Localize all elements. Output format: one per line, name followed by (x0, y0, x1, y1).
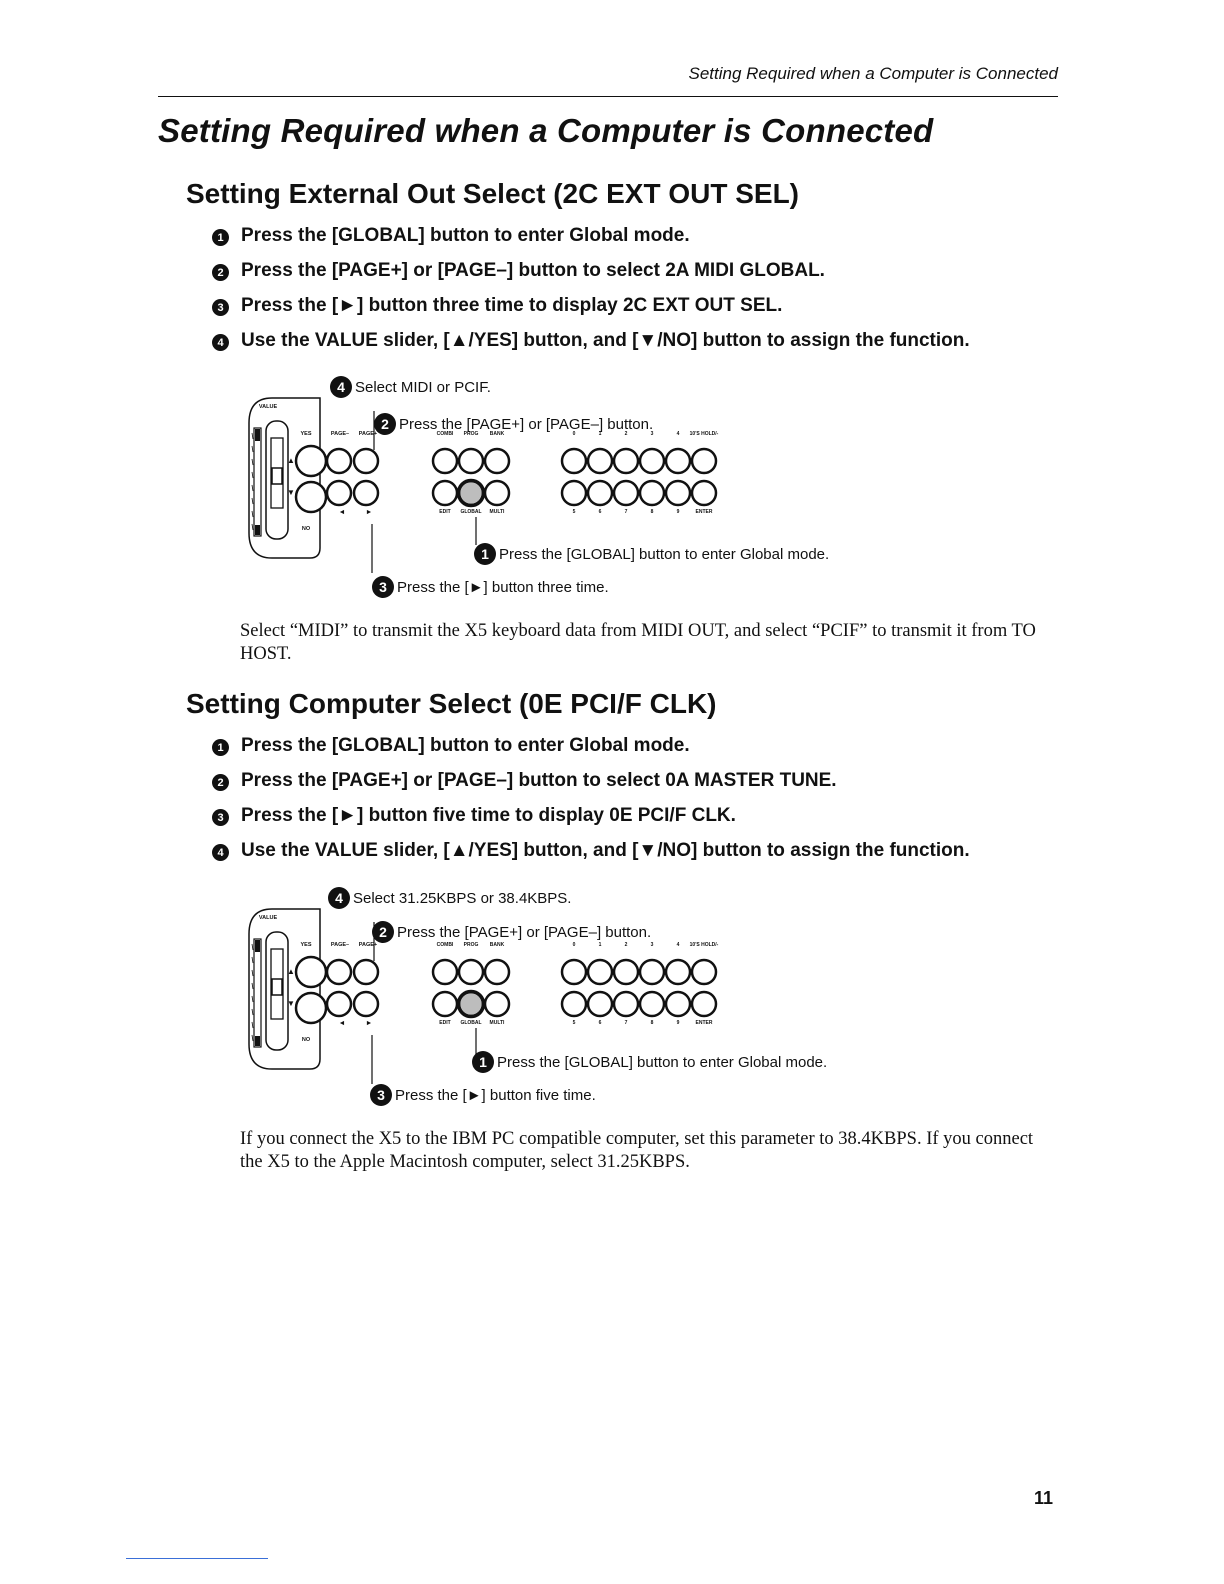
number-label: 1 (598, 431, 602, 437)
number-button-top (562, 960, 586, 984)
mode-button-bottom (433, 992, 457, 1016)
number-button-bottom (614, 992, 638, 1016)
slider-tick (252, 1022, 253, 1028)
header-rule (158, 96, 1058, 97)
down-arrow-icon: ▼ (287, 488, 295, 497)
mode-label: EDIT (439, 509, 451, 515)
callout-text: Press the [►] button five time. (395, 1086, 596, 1104)
running-header: Setting Required when a Computer is Connected (688, 64, 1058, 83)
number-button-top (562, 449, 586, 473)
left-arrow-icon: ◄ (338, 509, 346, 516)
step-text: Press the [►] button three time to display 2C EXT OUT SEL. (241, 295, 783, 316)
step-text: Use the VALUE slider, [▲/YES] button, and [▼/NO] button to assign the function. (241, 330, 970, 351)
value-label: VALUE (258, 404, 278, 410)
number-label: 10'S HOLD/- (689, 942, 719, 948)
number-button-top (692, 960, 716, 984)
slider-tick (252, 485, 253, 491)
no-button (296, 993, 326, 1023)
step-text: Press the [PAGE+] or [PAGE–] button to select 0A MASTER TUNE. (241, 770, 837, 791)
callout-number-icon: 4 (328, 887, 350, 909)
number-button-top (588, 449, 612, 473)
slider-tick (252, 511, 253, 517)
number-button-bottom (562, 992, 586, 1016)
down-arrow-icon: ▼ (287, 999, 295, 1008)
body-paragraph: If you connect the X5 to the IBM PC compatible computer, set this parameter to 38.4KBPS. If you connect the X5 to the Apple Macintosh computer, select 31.25KBPS. (240, 1129, 1034, 1172)
number-button-bottom (666, 481, 690, 505)
right-arrow-icon: ► (365, 509, 373, 516)
step-item (212, 735, 970, 770)
step-number-icon: 3 (212, 809, 229, 826)
slider-end-top (255, 940, 260, 952)
step-number-icon: 4 (212, 334, 229, 351)
number-label: 4 (676, 431, 680, 437)
number-label: 7 (624, 509, 628, 515)
number-label: 10'S HOLD/- (689, 431, 719, 437)
callout-text: Select 31.25KBPS or 38.4KBPS. (353, 889, 572, 907)
no-label: NO (301, 526, 311, 532)
step-item (212, 295, 970, 330)
callout-number-icon: 3 (372, 576, 394, 598)
slider-tick (252, 446, 253, 452)
slider-end-bottom (255, 525, 260, 535)
no-button (296, 482, 326, 512)
number-button-bottom (588, 481, 612, 505)
number-button-top (614, 449, 638, 473)
number-button-top (666, 960, 690, 984)
number-label: 5 (572, 509, 576, 515)
number-button-top (666, 449, 690, 473)
slider-tick (252, 957, 253, 963)
mode-button-top (459, 449, 483, 473)
mode-button-top (459, 960, 483, 984)
yes-button (296, 957, 326, 987)
number-label: ENTER (695, 509, 713, 515)
number-label: 6 (598, 1020, 602, 1026)
callout-text: Select MIDI or PCIF. (355, 378, 491, 396)
number-button-top (640, 960, 664, 984)
step-item (212, 805, 970, 840)
number-button-top (692, 449, 716, 473)
step-list (212, 225, 970, 365)
number-button-bottom (588, 992, 612, 1016)
callout-page-buttons (372, 921, 651, 943)
mode-button-top (433, 449, 457, 473)
callout-text: Press the [PAGE+] or [PAGE–] button. (397, 923, 652, 941)
value-label: VALUE (258, 915, 278, 921)
page-number: 11 (1034, 1488, 1054, 1508)
number-button-top (588, 960, 612, 984)
mode-label: BANK (489, 431, 505, 437)
mode-button-bottom (485, 992, 509, 1016)
mode-label: MULTI (489, 1020, 505, 1026)
slider-tick (252, 433, 253, 439)
number-label: 2 (624, 431, 628, 437)
step-text: Press the [►] button five time to display 0E PCI/F CLK. (241, 805, 736, 826)
callout-right-button (370, 1084, 596, 1106)
left-button (327, 992, 351, 1016)
right-button (354, 992, 378, 1016)
number-button-bottom (692, 481, 716, 505)
section-computer-select (186, 688, 1066, 1158)
step-item (212, 260, 970, 295)
number-button-bottom (666, 992, 690, 1016)
number-label: 9 (676, 1020, 680, 1026)
up-arrow-icon: ▲ (287, 456, 295, 465)
yes-label: YES (300, 431, 312, 437)
section-heading: Setting Computer Select (0E PCI/F CLK) (186, 688, 717, 719)
number-label: 6 (598, 509, 602, 515)
number-label: 2 (624, 942, 628, 948)
callout-text: Press the [PAGE+] or [PAGE–] button. (399, 415, 654, 433)
left-arrow-icon: ◄ (338, 1020, 346, 1027)
no-label: NO (301, 1037, 311, 1043)
yes-label: YES (300, 942, 312, 948)
slider-knob (272, 468, 282, 484)
slider-tick (252, 524, 253, 530)
number-label: 0 (572, 942, 576, 948)
page-minus-button (327, 449, 351, 473)
mode-button-top (485, 960, 509, 984)
number-label: 3 (650, 942, 654, 948)
up-arrow-icon: ▲ (287, 967, 295, 976)
mode-label: GLOBAL (460, 509, 482, 515)
step-number-icon: 1 (212, 229, 229, 246)
slider-tick (252, 996, 253, 1002)
mode-label: EDIT (439, 1020, 451, 1026)
callout-global-button (472, 1051, 827, 1073)
step-item (212, 225, 970, 260)
step-text: Use the VALUE slider, [▲/YES] button, and [▼/NO] button to assign the function. (241, 840, 970, 861)
number-label: 7 (624, 1020, 628, 1026)
step-number-icon: 2 (212, 264, 229, 281)
number-label: 8 (650, 509, 654, 515)
number-button-top (614, 960, 638, 984)
page-minus-label: PAGE– (330, 942, 350, 948)
step-number-icon: 1 (212, 739, 229, 756)
number-label: 4 (676, 942, 680, 948)
body-paragraph: Select “MIDI” to transmit the X5 keyboard data from MIDI OUT, and select “PCIF” to transmit it from TO HOST. (240, 621, 1036, 664)
slider-tick (252, 1035, 253, 1041)
slider-tick (252, 983, 253, 989)
slider-tick (252, 1009, 253, 1015)
slider-tick (252, 472, 253, 478)
callout-number-icon: 1 (472, 1051, 494, 1073)
mode-button-top (433, 960, 457, 984)
callout-number-icon: 4 (330, 376, 352, 398)
mode-label: GLOBAL (460, 1020, 482, 1026)
number-label: 3 (650, 431, 654, 437)
number-label: 5 (572, 1020, 576, 1026)
control-panel-diagram (244, 373, 924, 608)
callout-select (328, 887, 571, 909)
page-plus-label: PAGE+ (358, 431, 378, 437)
step-list (212, 735, 970, 875)
page-plus-label: PAGE+ (358, 942, 378, 948)
step-text: Press the [GLOBAL] button to enter Global mode. (241, 735, 690, 756)
page-minus-button (327, 960, 351, 984)
step-item (212, 770, 970, 805)
right-arrow-icon: ► (365, 1020, 373, 1027)
callout-text: Press the [►] button three time. (397, 578, 609, 596)
step-number-icon: 3 (212, 299, 229, 316)
number-label: 0 (572, 431, 576, 437)
callout-text: Press the [GLOBAL] button to enter Global mode. (497, 1053, 828, 1071)
callout-number-icon: 1 (474, 543, 496, 565)
number-button-bottom (692, 992, 716, 1016)
control-panel-illustration (244, 373, 924, 608)
footer-rule (126, 1558, 268, 1559)
step-text: Press the [PAGE+] or [PAGE–] button to select 2A MIDI GLOBAL. (241, 260, 825, 281)
callout-text: Press the [GLOBAL] button to enter Global mode. (499, 545, 830, 563)
number-label: 9 (676, 509, 680, 515)
number-label: ENTER (695, 1020, 713, 1026)
callout-right-button (372, 576, 609, 598)
slider-knob (272, 979, 282, 995)
slider-end-top (255, 429, 260, 441)
callout-page-buttons (374, 413, 653, 435)
mode-label: BANK (489, 942, 505, 948)
page-minus-label: PAGE– (330, 431, 350, 437)
number-label: 8 (650, 1020, 654, 1026)
mode-label: PROG (463, 431, 479, 437)
page-title: Setting Required when a Computer is Connected (158, 112, 934, 149)
mode-button-top (485, 449, 509, 473)
mode-button-bottom (433, 481, 457, 505)
slider-tick (252, 498, 253, 504)
mode-button-bottom (485, 481, 509, 505)
step-item (212, 330, 970, 365)
slider-tick (252, 944, 253, 950)
mode-label: COMBI (436, 431, 454, 437)
left-button (327, 481, 351, 505)
section-heading: Setting External Out Select (2C EXT OUT SEL) (186, 178, 799, 209)
callout-select (330, 376, 491, 398)
page-plus-button (354, 960, 378, 984)
callout-global-button (474, 543, 829, 565)
slider-track-outer (254, 428, 261, 536)
step-text: Press the [GLOBAL] button to enter Global mode. (241, 225, 690, 246)
number-label: 1 (598, 942, 602, 948)
step-number-icon: 2 (212, 774, 229, 791)
page-plus-button (354, 449, 378, 473)
right-button (354, 481, 378, 505)
slider-tick (252, 459, 253, 465)
step-item (212, 840, 970, 875)
section-ext-out-select (186, 178, 1066, 668)
number-button-bottom (640, 481, 664, 505)
mode-label: COMBI (436, 942, 454, 948)
slider-end-bottom (255, 1036, 260, 1046)
number-button-bottom (562, 481, 586, 505)
callout-number-icon: 2 (372, 921, 394, 943)
number-button-top (640, 449, 664, 473)
callout-number-icon: 2 (374, 413, 396, 435)
callout-number-icon: 3 (370, 1084, 392, 1106)
control-panel-diagram (244, 884, 924, 1119)
slider-track-outer (254, 939, 261, 1047)
mode-label: PROG (463, 942, 479, 948)
step-number-icon: 4 (212, 844, 229, 861)
number-button-bottom (614, 481, 638, 505)
slider-tick (252, 970, 253, 976)
yes-button (296, 446, 326, 476)
mode-label: MULTI (489, 509, 505, 515)
number-button-bottom (640, 992, 664, 1016)
